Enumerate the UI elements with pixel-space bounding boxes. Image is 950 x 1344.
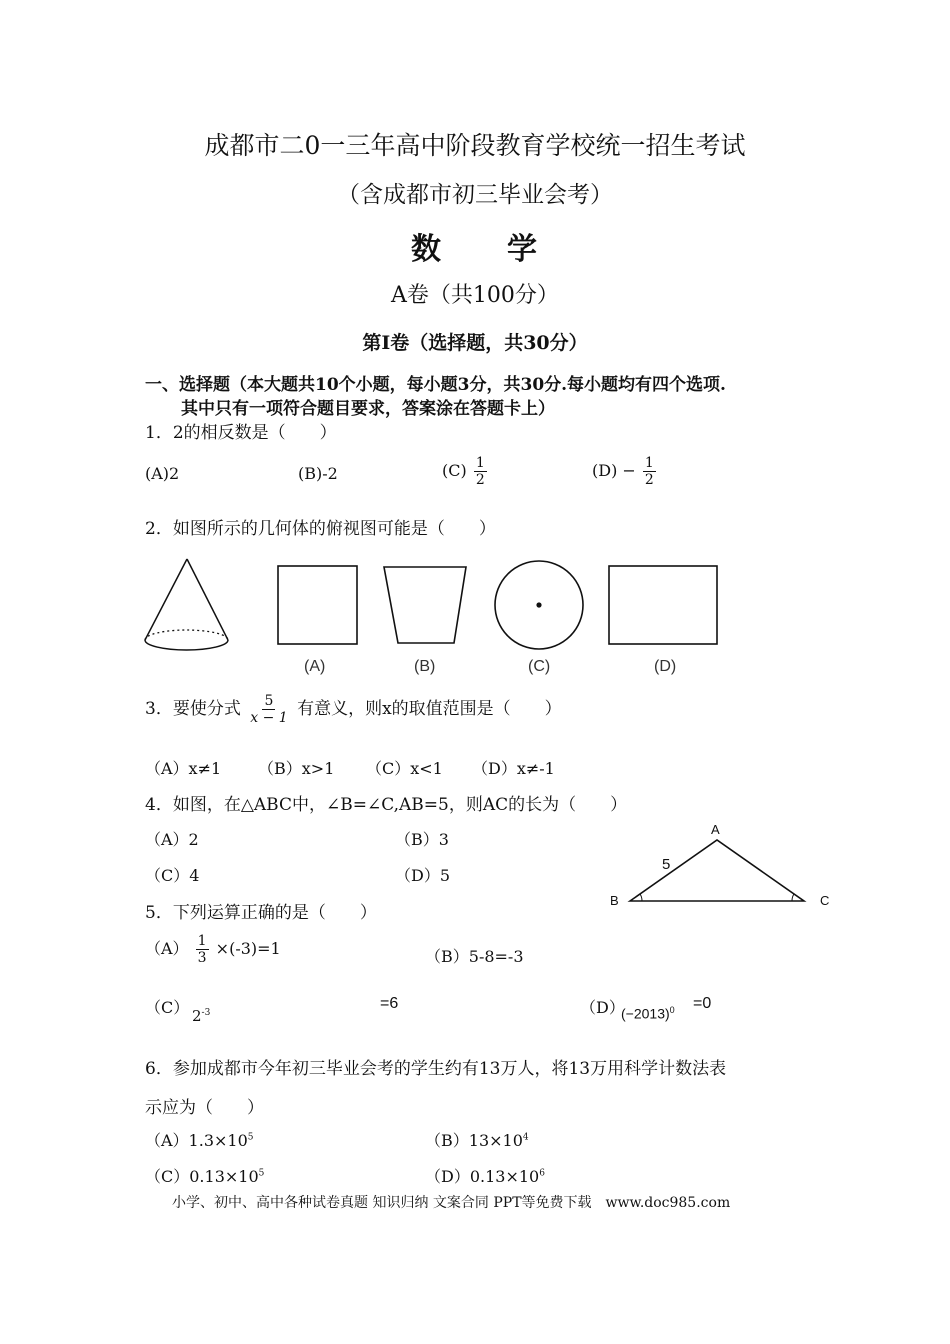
option-d-rectangle — [609, 566, 717, 644]
q6-stem-line1: 6．参加成都市今年初三毕业会考的学生约有13万人，将13万用科学计数法表 — [145, 1059, 727, 1079]
q4-option-a: （A）2 — [145, 830, 199, 849]
q6-option-c — [145, 1164, 264, 1187]
q5-a-numerator: 1 — [197, 933, 207, 949]
q6-c-text: （C）0.13×10 — [145, 1167, 259, 1186]
q5-option-a — [145, 933, 281, 966]
triangle-abc — [630, 840, 804, 901]
q6-option-d — [425, 1164, 545, 1187]
q5-c-base: 2 — [192, 1007, 202, 1025]
q1-option-d-label: (D) — [592, 461, 618, 480]
q2-label-b: (B) — [414, 658, 436, 675]
q3-stem-pre: 3．要使分式 — [145, 699, 241, 719]
q6-d-exponent: 6 — [539, 1168, 545, 1179]
q5-c-rest: =6 — [380, 995, 399, 1012]
q6-b-exponent: 4 — [522, 1132, 529, 1143]
q1-option-b: (B)-2 — [298, 464, 338, 483]
q6-d-text: （D）0.13×10 — [425, 1167, 540, 1186]
q6-option-b — [425, 1128, 529, 1151]
q2-label-d: (D) — [654, 658, 677, 675]
q6-b-text: （B）13×10 — [425, 1131, 523, 1150]
exam-subtitle: （含成都市初三毕业会考） — [337, 182, 613, 208]
q6-a-exponent: 5 — [247, 1132, 254, 1143]
q4-option-c: （C）4 — [145, 866, 200, 885]
subject-title: 数 学 — [411, 232, 539, 267]
q1-stem: 1．2的相反数是（ ） — [145, 423, 337, 443]
q1-d-minus: − — [622, 461, 636, 480]
q5-c-label: （C） — [145, 998, 190, 1017]
q5-d-base: (−2013) — [621, 1005, 670, 1022]
q4-option-b: （B）3 — [395, 830, 449, 849]
cone-figure — [145, 559, 228, 650]
q1-c-fraction — [474, 455, 487, 488]
q5-a-rest: ×(-3)=1 — [215, 939, 281, 958]
angle-b-arc — [640, 894, 642, 901]
q1-option-c — [442, 455, 489, 488]
q5-d-expression — [621, 1005, 675, 1022]
option-b-trapezoid — [384, 567, 466, 643]
q3-fraction — [248, 693, 289, 726]
vertex-a-label: A — [711, 822, 720, 837]
q3-stem-post: 有意义，则x的取值范围是（ ） — [297, 699, 562, 719]
exam-title: 成都市二0一三年高中阶段教育学校统一招生考试 — [204, 131, 746, 160]
q3-denominator: x − 1 — [250, 710, 288, 726]
paper-title: A卷（共100分） — [391, 283, 559, 308]
q1-option-d — [592, 455, 658, 488]
section-heading-line2: 其中只有一项符合题目要求，答案涂在答题卡上） — [181, 399, 555, 419]
q5-d-exponent: 0 — [669, 1005, 675, 1015]
vertex-b-label: B — [610, 893, 619, 908]
q4-option-d: （D）5 — [395, 866, 451, 885]
side-ab-label: 5 — [662, 856, 671, 873]
q5-d-rest: =0 — [693, 995, 712, 1012]
vertex-c-label: C — [820, 893, 830, 908]
option-a-square — [278, 566, 357, 644]
q2-figures — [140, 553, 740, 683]
q3-numerator: 5 — [264, 693, 274, 709]
q1-d-numerator: 1 — [644, 455, 654, 471]
q5-a-label: （A） — [145, 939, 189, 958]
option-c-center-dot — [536, 602, 541, 607]
q1-d-denominator: 2 — [644, 472, 654, 488]
q5-c-exponent: -3 — [201, 1008, 211, 1018]
q6-stem-line2: 示应为（ ） — [145, 1098, 264, 1118]
angle-c-arc — [792, 894, 794, 901]
q5-a-denominator: 3 — [197, 950, 207, 966]
section-heading-line1: 一、选择题（本大题共10个小题，每小题3分，共30分.每小题均有四个选项. — [145, 375, 726, 395]
footer-text: 小学、初中、高中各种试卷真题 知识归纳 文案合同 PPT等免费下载 www.doc985.com — [172, 1195, 731, 1211]
part-title: 第Ⅰ卷（选择题，共30分） — [362, 332, 588, 354]
q1-c-denominator: 2 — [475, 472, 485, 488]
q3-stem — [145, 693, 562, 726]
q4-stem: 4．如图，在△ABC中，∠B=∠C,AB=5，则AC的长为（ ） — [145, 795, 628, 815]
q5-a-fraction — [196, 933, 209, 966]
q6-a-text: （A）1.3×10 — [145, 1131, 248, 1150]
q5-d-label: （D） — [580, 998, 625, 1017]
q5-option-b: （B）5-8=-3 — [425, 947, 524, 966]
q3-option-d: （D）x≠-1 — [472, 759, 555, 778]
q1-c-numerator: 1 — [475, 455, 485, 471]
q5-c-expression — [192, 1007, 210, 1025]
q1-option-a: (A)2 — [145, 464, 180, 483]
q2-label-a: (A) — [304, 658, 326, 675]
q6-c-exponent: 5 — [258, 1168, 265, 1179]
q1-d-fraction — [643, 455, 656, 488]
q5-stem: 5．下列运算正确的是（ ） — [145, 903, 377, 923]
q1-option-c-label: (C) — [442, 461, 467, 480]
q4-triangle-figure — [600, 820, 840, 915]
q3-option-b: （B）x>1 — [258, 759, 335, 778]
q2-stem: 2．如图所示的几何体的俯视图可能是（ ） — [145, 519, 496, 539]
q3-option-c: （C）x<1 — [366, 759, 443, 778]
q2-label-c: (C) — [528, 658, 551, 675]
q6-option-a — [145, 1128, 254, 1151]
q3-option-a: （A）x≠1 — [145, 759, 222, 778]
